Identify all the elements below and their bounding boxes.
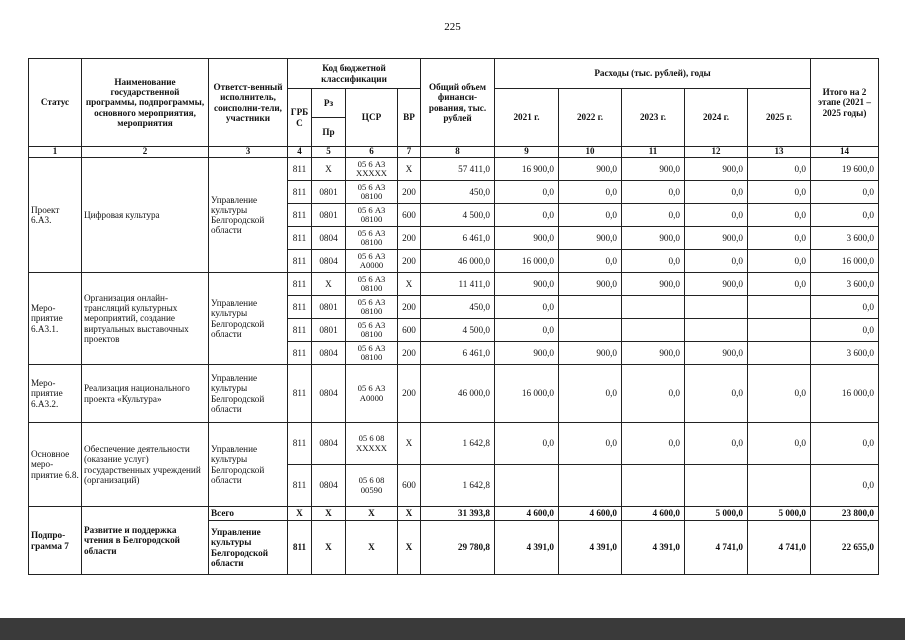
status-cell: Проект 6.А3.	[29, 158, 82, 273]
header-rz: Рз	[312, 89, 346, 118]
y2024-cell: 0,0	[685, 204, 748, 227]
itogo-cell: 16 000,0	[811, 250, 879, 273]
total-cell: 450,0	[421, 181, 495, 204]
rz-pr-cell: 0801	[312, 296, 346, 319]
column-number: 5	[312, 147, 346, 158]
name-cell: Развитие и поддержка чтения в Белгородской области	[82, 507, 209, 575]
column-number: 1	[29, 147, 82, 158]
y2024-cell: 0,0	[685, 423, 748, 465]
table-row	[29, 365, 879, 423]
total-cell: 6 461,0	[421, 227, 495, 250]
header-vr: ВР	[398, 89, 421, 147]
y2021-cell: 0,0	[495, 423, 559, 465]
header-2022: 2022 г.	[559, 89, 622, 147]
csr-cell: 05 6 А3 08100	[346, 204, 398, 227]
total-cell: 1 642,8	[421, 465, 495, 507]
y2025-cell: 0,0	[748, 181, 811, 204]
column-number: 7	[398, 147, 421, 158]
y2022-cell: 900,0	[559, 158, 622, 181]
y2023-cell	[622, 465, 685, 507]
vr-cell: 600	[398, 204, 421, 227]
itogo-cell: 0,0	[811, 181, 879, 204]
grbs-cell: 811	[288, 296, 312, 319]
y2025-cell: 0,0	[748, 365, 811, 423]
header-budget-code: Код бюджетной классификации	[288, 59, 421, 89]
y2024-cell: 4 741,0	[685, 521, 748, 575]
csr-cell: 05 6 А3 08100	[346, 227, 398, 250]
y2022-cell: 900,0	[559, 273, 622, 296]
vr-cell: Х	[398, 423, 421, 465]
grbs-cell: 811	[288, 521, 312, 575]
y2023-cell: 0,0	[622, 365, 685, 423]
y2023-cell: 0,0	[622, 181, 685, 204]
y2024-cell	[685, 319, 748, 342]
y2025-cell: 0,0	[748, 227, 811, 250]
y2022-cell: 0,0	[559, 204, 622, 227]
total-cell: 46 000,0	[421, 250, 495, 273]
y2024-cell: 900,0	[685, 273, 748, 296]
status-cell: Подпро-грамма 7	[29, 507, 82, 575]
table-row	[29, 423, 879, 465]
header-total: Общий объем финанси-рования, тыс. рублей	[421, 59, 495, 147]
table-row	[29, 158, 879, 181]
column-number: 14	[811, 147, 879, 158]
name-cell: Цифровая культура	[82, 158, 209, 273]
responsible-cell: Управление культуры Белгородской области	[209, 423, 288, 507]
csr-cell: 05 6 А3 08100	[346, 296, 398, 319]
y2022-cell	[559, 319, 622, 342]
y2022-cell: 900,0	[559, 342, 622, 365]
header-2023: 2023 г.	[622, 89, 685, 147]
y2023-cell: 900,0	[622, 273, 685, 296]
itogo-cell: 0,0	[811, 204, 879, 227]
header-2021: 2021 г.	[495, 89, 559, 147]
rz-pr-cell: 0804	[312, 342, 346, 365]
vr-cell: 200	[398, 342, 421, 365]
vr-cell: 200	[398, 250, 421, 273]
y2022-cell: 0,0	[559, 181, 622, 204]
y2022-cell: 4 391,0	[559, 521, 622, 575]
total-cell: 4 500,0	[421, 204, 495, 227]
y2021-cell: 16 000,0	[495, 250, 559, 273]
y2024-cell: 900,0	[685, 158, 748, 181]
y2021-cell	[495, 465, 559, 507]
y2023-cell: 0,0	[622, 423, 685, 465]
responsible-cell: Управление культуры Белгородской области	[209, 365, 288, 423]
status-cell: Основное меро-приятие 6.8.	[29, 423, 82, 507]
y2025-cell	[748, 465, 811, 507]
vr-cell: 200	[398, 296, 421, 319]
csr-cell: 05 6 А3 08100	[346, 181, 398, 204]
status-cell: Меро-приятие 6.А3.1.	[29, 273, 82, 365]
csr-cell: 05 6 А3 А0000	[346, 250, 398, 273]
rz-pr-cell: 0804	[312, 365, 346, 423]
y2025-cell: 0,0	[748, 273, 811, 296]
csr-cell: Х	[346, 521, 398, 575]
y2021-cell: 900,0	[495, 227, 559, 250]
y2023-cell: 0,0	[622, 204, 685, 227]
itogo-cell: 3 600,0	[811, 342, 879, 365]
page-number: 225	[444, 21, 461, 33]
csr-cell: 05 6 А3 ХХХХХ	[346, 158, 398, 181]
csr-cell: Х	[346, 507, 398, 521]
grbs-cell: 811	[288, 342, 312, 365]
vr-cell: 600	[398, 319, 421, 342]
status-cell: Меро-приятие 6.А3.2.	[29, 365, 82, 423]
y2021-cell: 4 391,0	[495, 521, 559, 575]
csr-cell: 05 6 08 ХХХХХ	[346, 423, 398, 465]
vr-cell: 600	[398, 465, 421, 507]
column-number: 12	[685, 147, 748, 158]
rz-pr-cell: Х	[312, 273, 346, 296]
grbs-cell: 811	[288, 365, 312, 423]
responsible-cell: Управление культуры Белгородской области	[209, 273, 288, 365]
y2025-cell: 0,0	[748, 250, 811, 273]
header-status: Статус	[29, 59, 82, 147]
header-grbs: ГРБ С	[288, 89, 312, 147]
grbs-cell: 811	[288, 465, 312, 507]
y2025-cell: 5 000,0	[748, 507, 811, 521]
header-expenses: Расходы (тыс. рублей), годы	[495, 59, 811, 89]
itogo-cell: 16 000,0	[811, 365, 879, 423]
y2022-cell	[559, 296, 622, 319]
total-cell: 11 411,0	[421, 273, 495, 296]
grbs-cell: 811	[288, 181, 312, 204]
grbs-cell: Х	[288, 507, 312, 521]
rz-pr-cell: 0804	[312, 423, 346, 465]
table-row	[29, 273, 879, 296]
column-number: 4	[288, 147, 312, 158]
header-csr: ЦСР	[346, 89, 398, 147]
y2021-cell: 0,0	[495, 319, 559, 342]
csr-cell: 05 6 А3 А0000	[346, 365, 398, 423]
total-cell: 57 411,0	[421, 158, 495, 181]
column-number: 6	[346, 147, 398, 158]
y2021-cell: 16 000,0	[495, 365, 559, 423]
grbs-cell: 811	[288, 319, 312, 342]
vr-cell: Х	[398, 273, 421, 296]
rz-pr-cell: 0804	[312, 465, 346, 507]
itogo-cell: 23 800,0	[811, 507, 879, 521]
itogo-cell: 3 600,0	[811, 273, 879, 296]
header-pr: Пр	[312, 118, 346, 147]
y2025-cell: 0,0	[748, 158, 811, 181]
y2024-cell	[685, 296, 748, 319]
responsible-cell: Управление культуры Белгородской области	[209, 521, 288, 575]
y2022-cell: 0,0	[559, 250, 622, 273]
name-cell: Организация онлайн-трансляций культурных мероприятий, создание виртуальных выставочных проектов	[82, 273, 209, 365]
csr-cell: 05 6 А3 08100	[346, 319, 398, 342]
name-cell: Реализация национального проекта «Культура»	[82, 365, 209, 423]
total-cell: 29 780,8	[421, 521, 495, 575]
vr-cell: 200	[398, 227, 421, 250]
csr-cell: 05 6 08 00590	[346, 465, 398, 507]
header-name: Наименование государственной программы, подпрограммы, основного мероприятия, мероприятия	[82, 59, 209, 147]
y2024-cell: 900,0	[685, 227, 748, 250]
column-number: 13	[748, 147, 811, 158]
y2022-cell	[559, 465, 622, 507]
total-cell: 46 000,0	[421, 365, 495, 423]
rz-pr-cell: 0801	[312, 204, 346, 227]
grbs-cell: 811	[288, 204, 312, 227]
rz-pr-cell: 0801	[312, 181, 346, 204]
y2025-cell	[748, 319, 811, 342]
y2022-cell: 0,0	[559, 365, 622, 423]
total-cell: 450,0	[421, 296, 495, 319]
name-cell: Обеспечение деятельности (оказание услуг) государственных учреждений (организаций)	[82, 423, 209, 507]
csr-cell: 05 6 А3 08100	[346, 342, 398, 365]
y2023-cell: 4 600,0	[622, 507, 685, 521]
grbs-cell: 811	[288, 273, 312, 296]
total-cell: 1 642,8	[421, 423, 495, 465]
header-itogo: Итого на 2 этапе (2021 – 2025 годы)	[811, 59, 879, 147]
itogo-cell: 0,0	[811, 319, 879, 342]
rz-pr-cell: Х	[312, 507, 346, 521]
y2022-cell: 0,0	[559, 423, 622, 465]
vr-cell: Х	[398, 158, 421, 181]
vr-cell: Х	[398, 521, 421, 575]
itogo-cell: 0,0	[811, 423, 879, 465]
column-number: 9	[495, 147, 559, 158]
y2022-cell: 900,0	[559, 227, 622, 250]
itogo-cell: 0,0	[811, 296, 879, 319]
csr-cell: 05 6 А3 08100	[346, 273, 398, 296]
y2025-cell: 4 741,0	[748, 521, 811, 575]
y2024-cell: 0,0	[685, 365, 748, 423]
y2021-cell: 0,0	[495, 181, 559, 204]
rz-pr-cell: Х	[312, 158, 346, 181]
rz-pr-cell: 0804	[312, 250, 346, 273]
grbs-cell: 811	[288, 158, 312, 181]
itogo-cell: 19 600,0	[811, 158, 879, 181]
vr-cell: Х	[398, 507, 421, 521]
grbs-cell: 811	[288, 250, 312, 273]
y2023-cell: 0,0	[622, 250, 685, 273]
itogo-cell: 3 600,0	[811, 227, 879, 250]
rz-pr-cell: 0804	[312, 227, 346, 250]
y2021-cell: 0,0	[495, 204, 559, 227]
y2025-cell	[748, 296, 811, 319]
budget-table	[28, 58, 879, 575]
y2023-cell: 4 391,0	[622, 521, 685, 575]
column-number: 3	[209, 147, 288, 158]
column-number: 10	[559, 147, 622, 158]
itogo-cell: 22 655,0	[811, 521, 879, 575]
column-number: 11	[622, 147, 685, 158]
y2021-cell: 0,0	[495, 296, 559, 319]
y2024-cell	[685, 465, 748, 507]
y2021-cell: 16 900,0	[495, 158, 559, 181]
column-number: 8	[421, 147, 495, 158]
y2025-cell: 0,0	[748, 204, 811, 227]
vr-cell: 200	[398, 181, 421, 204]
rz-pr-cell: Х	[312, 521, 346, 575]
y2021-cell: 900,0	[495, 273, 559, 296]
y2023-cell	[622, 296, 685, 319]
header-2024: 2024 г.	[685, 89, 748, 147]
y2021-cell: 900,0	[495, 342, 559, 365]
y2024-cell: 0,0	[685, 181, 748, 204]
total-cell: 31 393,8	[421, 507, 495, 521]
total-label-cell: Всего	[209, 507, 288, 521]
y2023-cell	[622, 319, 685, 342]
itogo-cell: 0,0	[811, 465, 879, 507]
y2025-cell: 0,0	[748, 423, 811, 465]
responsible-cell: Управление культуры Белгородской области	[209, 158, 288, 273]
header-responsible: Ответст-венный исполнитель, соисполни-тели, участники	[209, 59, 288, 147]
total-cell: 6 461,0	[421, 342, 495, 365]
total-cell: 4 500,0	[421, 319, 495, 342]
y2024-cell: 0,0	[685, 250, 748, 273]
header-2025: 2025 г.	[748, 89, 811, 147]
vr-cell: 200	[398, 365, 421, 423]
table-row	[29, 507, 879, 521]
y2024-cell: 900,0	[685, 342, 748, 365]
y2024-cell: 5 000,0	[685, 507, 748, 521]
grbs-cell: 811	[288, 423, 312, 465]
y2023-cell: 900,0	[622, 227, 685, 250]
y2021-cell: 4 600,0	[495, 507, 559, 521]
column-number: 2	[82, 147, 209, 158]
y2025-cell	[748, 342, 811, 365]
column-number-row	[29, 147, 879, 158]
y2023-cell: 900,0	[622, 342, 685, 365]
rz-pr-cell: 0801	[312, 319, 346, 342]
y2022-cell: 4 600,0	[559, 507, 622, 521]
grbs-cell: 811	[288, 227, 312, 250]
y2023-cell: 900,0	[622, 158, 685, 181]
